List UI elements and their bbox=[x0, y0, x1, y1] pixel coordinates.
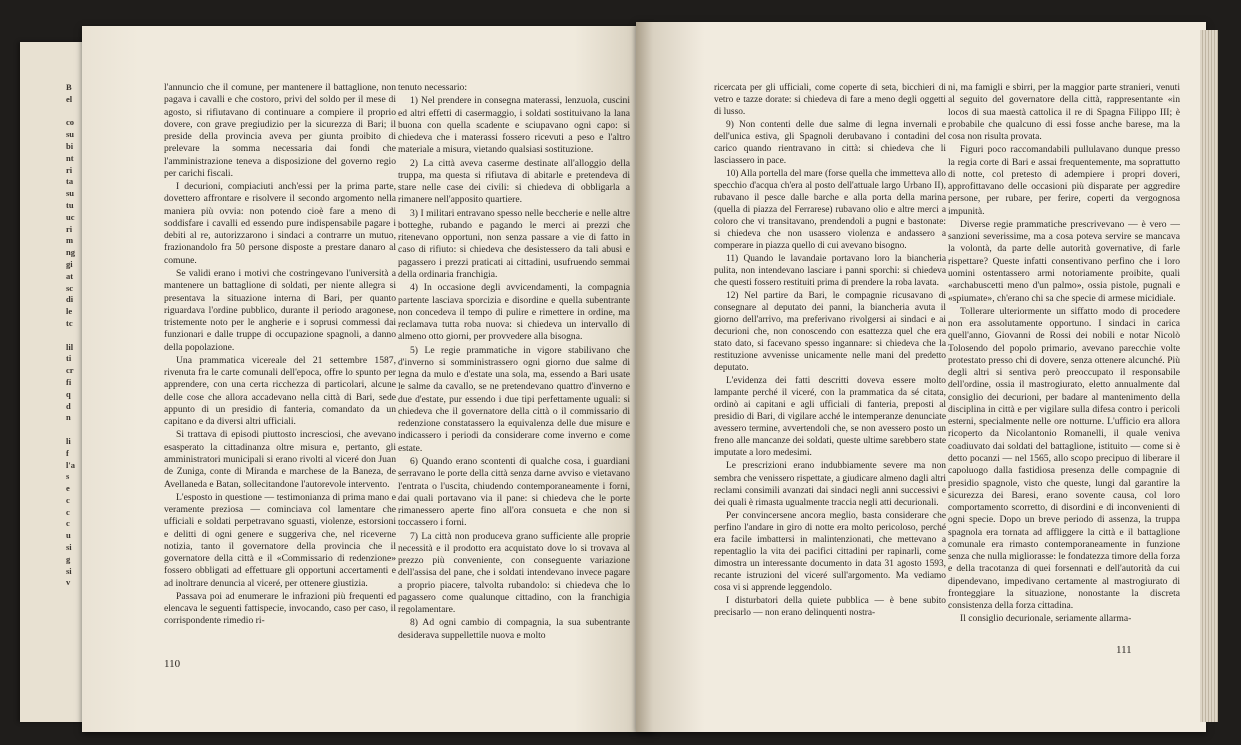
paragraph: l'annuncio che il comune, per mantenere il battaglione, non pagava i cavalli e che costoro, privi del soldo per il mese di agosto, si rifiutavano di continuare a compiere il proprio dovere, con grave pregiudizio per la sicurezza di Bari; il preside della provincia aveva per giunta proibito di prelevare la somma necessaria dai fondi che l'amministrazione teneva a disposizione del governo regio per carichi fiscali. bbox=[164, 82, 396, 179]
paragraph: Per convincersene ancora meglio, basta considerare che perfino l'andare in giro di notte era molto pericoloso, perché era facile imbattersi in malintenzionati, che mettevano a repentaglio la vita dei pacifici cittadini per rapinarli, come dimostra un interessante documento in data 31 agosto 1593, recante istruzioni del viceré sull'argomento. Ma vediamo cosa vi si apprende leggendolo. bbox=[714, 510, 946, 593]
underlying-page-text: B el co su bi nt ri ta su tu uc ri m ng gi at sc di le tc lil ti cr fi q d n li f l'a s e c c c u si g si v bbox=[66, 82, 75, 588]
left-page-column-2 bbox=[398, 82, 630, 643]
right-page bbox=[636, 22, 1206, 732]
paragraph: 4) In occasione degli avvicendamenti, la compagnia partente lasciava sporcizia e disordine e quella subentrante non concedeva il tempo di pulire e rimettere in ordine, ma reclamava tutta roba nuova: si chiedeva un intervallo di almeno otto giorni, per provvedere alla bisogna. bbox=[398, 282, 630, 343]
page-stack-edge bbox=[1200, 30, 1218, 722]
right-page-column-2 bbox=[948, 82, 1180, 627]
open-book bbox=[20, 12, 1228, 734]
underlying-page bbox=[20, 42, 90, 722]
paragraph: 1) Nel prendere in consegna materassi, lenzuola, cuscini ed altri effetti di casermaggio, i soldati sostituivano la lana buona con quella scadente e sciupavano ogni capo: si chiedeva che i materassi fossero ricevuti a peso e l'altro materiale a misura, vietando qualsiasi sostituzione. bbox=[398, 95, 630, 156]
paragraph: I disturbatori della quiete pubblica — è bene subito precisarlo — non erano delinquenti nostra- bbox=[714, 595, 946, 618]
paragraph: ricercata per gli ufficiali, come coperte di seta, bicchieri di vetro e tazze dorate: si chiedeva di fare a meno degli oggetti di lusso. bbox=[714, 83, 946, 118]
paragraph: Le prescrizioni erano indubbiamente severe ma non sembra che venissero rispettate, a giudicare almeno dagli altri reclami consimili avanzati dai sindaci negli anni successivi e dei quali è rimasta ugualmente traccia negli atti decurionali. bbox=[714, 461, 946, 508]
paragraph: 3) I militari entravano spesso nelle beccherie e nelle altre botteghe, rubando e pagando le merci ai prezzi che ritenevano opportuni, non senza passare a vie di fatto in caso di rifiuto: si chiedeva che desistessero da tali abusi e pagassero i prezzi praticati ai cittadini, usufruendo semmai della ordinaria franchigia. bbox=[398, 207, 630, 280]
left-page-column-1 bbox=[164, 82, 396, 629]
paragraph: 6) Quando erano scontenti di qualche cosa, i guardiani serravano le porte della città senza darne avviso e vietavano l'entrata o l'uscita, chiudendo contemporaneamente i forni, dai quali portavano via il pane: si chiedeva che le porte rimanessero aperte fino all'ora consueta e che non si toccassero i forni. bbox=[398, 455, 630, 529]
paragraph: 9) Non contenti delle due salme di legna invernali e dell'unica estiva, gli Spagnoli derubavano i contadini del carico quando rientravano in città: si chiedeva che li lasciassero in pace. bbox=[714, 120, 946, 167]
left-page bbox=[82, 26, 654, 732]
left-page-number: 110 bbox=[164, 658, 181, 670]
paragraph: Diverse regie prammatiche prescrivevano — è vero — sanzioni severissime, ma a cosa poteva servire se mancava la volontà, da parte delle autorità governative, di farle rispettare? Queste infatti consentivano perfino che i loro uomini ostentassero armi notoriamente proibite, quali «archabuscetti meno d'un palmo», ossia pistole, pugnali e «spiumate», ch'erano chi sa che specie di armese micidiale. bbox=[948, 218, 1180, 304]
paragraph: Il consiglio decurionale, seriamente allarma- bbox=[960, 613, 1132, 625]
paragraph: ni, ma famigli e sbirri, per la maggior parte stranieri, venuti al seguito del governatore della città, rappresentante «in locos di sua maestà cattolica il re di Spagna Filippo III; è probabile che qualcuno di essi fosse anche barese, ma la cosa non risulta provata. bbox=[948, 82, 1180, 143]
paragraph: 5) Le regie prammatiche in vigore stabilivano che d'inverno si somministrassero ogni giorno due salme di legna da mulo e d'estate una sola, ma, essendo a Bari usate le salme da cavallo, se ne pretendevano quattro d'inverno e due d'estate, pur essendo i due tipi perfettamente uguali: si chiedeva che il governatore della città o il commissario di redenzione constatassero la equivalenza delle due misure e indicassero i periodi da considerare come inverno e come estate. bbox=[398, 344, 630, 454]
paragraph: 10) Alla portella del mare (forse quella che immetteva allo specchio d'acqua ch'era al posto dell'attuale largo Urbano II), rubavano il pesce dalle barche e alla porta della marina (quella di piazza del Ferrarese) rubavano olio e altre merci a coloro che vi transitavano, prendendoli a pugni e bastonate: si chiedeva che non usassero violenza e andassero a comperare in piazza quello di cui avevano bisogno. bbox=[714, 169, 946, 252]
paragraph: Tollerare ulteriormente un siffatto modo di procedere non era assolutamente opportuno. I sindaci in carica quell'anno, Giovanni de Rossi dei nobili e notar Nicolò Tolosendo del popolo primario, avevano parecchie volte protestato presso chi di dovere, senza ottenere alcunché. Più degli altri si sentiva però preoccupato il responsabile dell'ordine, ossia il mastrogiurato, eletto annualmente dal consiglio dei decurioni, per badare al mantenimento della disciplina in città e per vigilare sulla difesa contro i pericoli esterni, specialmente nelle ore notturne. L'ufficio era allora ricoperto da Nicolantonio Romanelli, il quale veniva coadiuvato dai soldati del battaglione, istituito — come si è detto pocanzi — nel 1565, allo scopo precipuo di liberare il capoluogo dalla fastidiosa presenza delle compagnie di presidio spagnole, visto che queste, lungi dal garantire la sicurezza dei Baresi, erano sovente causa, col loro comportamento scorretto, di disordini e di inconvenienti di ogni specie. Dopo un breve periodo di assenza, la truppa spagnola era tornata ad affliggere la città e il battaglione comunale era rimasto contemporaneamente in funzione senza che nulla migliorasse: le fondatezza timore della forza e della tracotanza di quei forsennati e dell'autorità da cui dipendevano, impedivano certamente al mastrogiurato di fronteggiare la situazione, nonostante la discreta consistenza della forza cittadina. bbox=[948, 305, 1180, 612]
paragraph: I decurioni, compiaciuti anch'essi per la prima parte, dovettero affrontare e risolvere il secondo argomento nella maniera più ovvia: non potendo cioè fare a meno di soddisfare i cavalli ed essendo pure indispensabile pagare i debiti al re, autorizzarono i sindaci a contrarre un mutuo, frazionandolo fra 50 persone disposte a prestare danaro al comune. bbox=[164, 181, 396, 266]
paragraph: 8) Ad ogni cambio di compagnia, la sua subentrante desiderava suppellettile nuova e molto bbox=[398, 617, 630, 641]
paragraph: L'esposto in questione — testimonianza di prima mano e veramente preziosa — cominciava col lamentare che ufficiali e soldati perpetravano sguasti, violenze, estorsioni e delitti di ogni genere e suggeriva che, nel riceverne notizia, tanto il governatore della provincia che il governatore della città e il «Commissario di redenzione» fossero obbligati ad effettuare gli opportuni accertamenti e ad inoltrare denuncia al viceré, per ottenere giustizia. bbox=[164, 491, 396, 589]
paragraph: Passava poi ad enumerare le infrazioni più frequenti ed elencava le seguenti fattispecie, invocando, caso per caso, il corrispondente rimedio ri- bbox=[164, 590, 396, 627]
paragraph: tenuto necessario: bbox=[398, 82, 467, 93]
paragraph: Se validi erano i motivi che costringevano l'università a mantenere un battaglione di soldati, per niente allegra si presentava la situazione interna di Bari, per quanto riguardava l'ordine pubblico, durante il periodo aragonese, tristemente noto per le angherie e i soprusi commessi dai funzionari e dalle truppe di occupazione spagnoli, a danno della popolazione. bbox=[164, 267, 396, 353]
paragraph: 12) Nel partire da Bari, le compagnie ricusavano di consegnare al deputato dei panni, la biancheria avuta il giorno dell'arrivo, ma preferivano rivolgersi ai sindaci e ai decurioni che, non conoscendo con esattezza quel che era stato dato, si facevano spesso ingannare: si chiedeva che la restituzione avvenisse unicamente nelle mani del predetto deputato. bbox=[714, 291, 946, 374]
paragraph: Si trattava di episodi piuttosto incresciosi, che avevano esasperato la cittadinanza oltre misura e, pertanto, gli amministratori municipali si erano rivolti al viceré don Juan de Zuniga, conte di Miranda e marchese de la Baneza, de Avellaneda e Batan, sollecitandone l'autorevole intervento. bbox=[164, 429, 396, 490]
right-page-number: 111 bbox=[1116, 644, 1132, 656]
paragraph: L'evidenza dei fatti descritti doveva essere molto lampante perché il viceré, con la prammatica da sé citata, ordinò ai capitani e agli ufficiali di fanteria, preposti al presidio di Bari, di vigilare acché le intemperanze denunciate avessero termine, avvertendoli che, se non avessero posto un freno alle mancanze dei soldati, queste ultime sarebbero state imputate a loro medesimi. bbox=[714, 376, 946, 459]
paragraph: 2) La città aveva caserme destinate all'alloggio della truppa, ma questa si rifiutava di abitarle e pretendeva di stare nelle case dei civili: si chiedeva di obbligarla a rimanere nell'apposito quartiere. bbox=[398, 157, 630, 206]
paragraph: Figuri poco raccomandabili pullulavano dunque presso la regia corte di Bari e assai frequentemente, ma soprattutto di notte, col pretesto di adempiere i propri doveri, approfittavano delle occasioni più disparate per aggredire persone, per rubare, per ferire, coperti da vergognosa impunità. bbox=[948, 144, 1180, 217]
paragraph: Una prammatica vicereale del 21 settembre 1587, rivenuta fra le carte comunali dell'epoca, offre lo spunto per apprendere, con una certa ricchezza di particolari, alcune delle cose che allora accadevano nella città di Bari, sede appunto di un presidio di fanteria, comandato da un capitano e da diversi altri ufficiali. bbox=[164, 354, 396, 428]
paragraph: 7) La città non produceva grano sufficiente alle proprie necessità e il prodotto era acquistato dove lo si trovava al prezzo più conveniente, con conseguente variazione dell'assisa del pane, che i soldati intendevano invece pagare a proprio piacere, talvolta rubandolo: si chiedeva che lo pagassero come qualunque cittadino, con la franchigia regolamentare. bbox=[398, 530, 630, 616]
paragraph: 11) Quando le lavandaie portavano loro la biancheria pulita, non intendevano lasciare i panni sporchi: si chiedeva che questi fossero restituiti prima di prendere la roba lavata. bbox=[714, 254, 946, 289]
right-page-column-1 bbox=[714, 82, 946, 620]
